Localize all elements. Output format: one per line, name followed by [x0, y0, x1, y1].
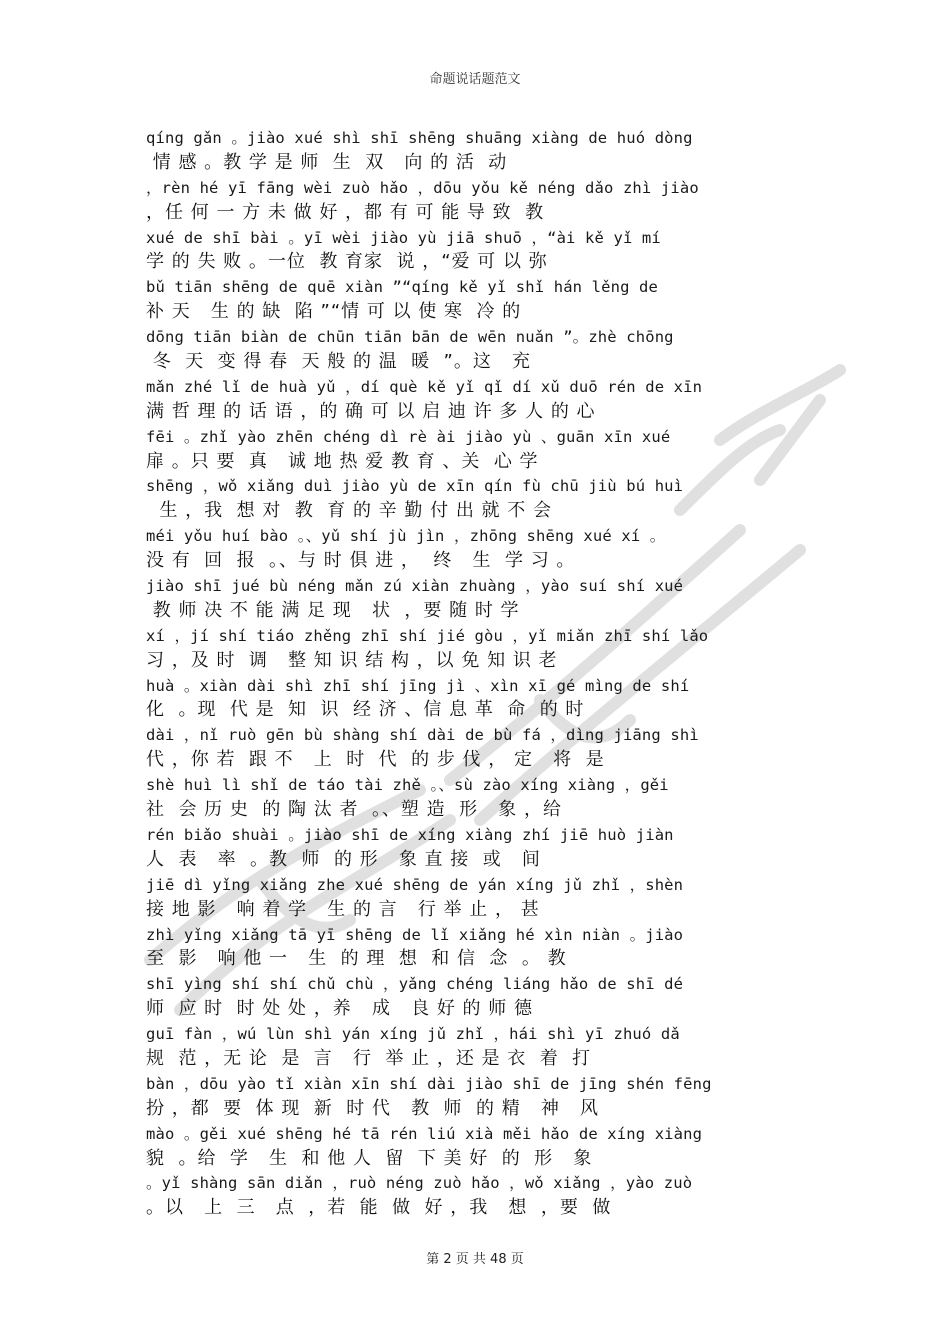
pinyin-line: fēi 。zhǐ yào zhēn chéng dì rè ài jiào yù 、guān xīn xué — [146, 427, 671, 446]
hanzi-line: 扉 。只 要 真 诚 地 热 爱 教 育 、关 心 学 — [146, 450, 539, 472]
hanzi-line: ，任 何 一 方 未 做 好 ，都 有 可 能 导 致 教 — [146, 201, 545, 223]
pinyin-line: shēng ，wǒ xiǎng duì jiào yù de xīn qín fù chū jiù bú huì — [146, 477, 684, 496]
pinyin-line: qíng gǎn 。jiào xué shì shī shēng shuāng xiàng de huó dòng — [146, 129, 693, 147]
header-title: 命题说话题范文 — [429, 72, 521, 87]
pinyin-line: rén biǎo shuài 。jiào shī de xíng xiàng zhí jiē huò jiàn — [146, 825, 674, 844]
hanzi-line: 教 师 决 不 能 满 足 现 状 ，要 随 时 学 — [146, 599, 520, 621]
page-number-label: 第 2 页 共 48 页 — [426, 1252, 524, 1267]
hanzi-line: 化 。现 代 是 知 识 经 济 、信 息 革 命 的 时 — [146, 699, 585, 721]
pinyin-line: mǎn zhé lǐ de huà yǔ ，dí què kě yǐ qǐ dí xǔ duō rén de xīn — [146, 377, 703, 396]
hanzi-line: 没 有 回 报 。、与 时 俱 进 ， 终 生 学 习 。 — [146, 550, 576, 572]
hanzi-line: 。以 上 三 点 ，若 能 做 好 ，我 想 ，要 做 — [146, 1197, 612, 1219]
hanzi-line: 师 应 时 时 处 处 ，养 成 良 好 的 师 德 — [146, 998, 533, 1020]
hanzi-line: 人 表 率 。教 师 的 形 象 直 接 或 间 — [146, 848, 541, 870]
hanzi-line: 代 ，你 若 跟 不 上 时 代 的 步 伐 ， 定 将 是 — [146, 749, 605, 771]
pinyin-line: shè huì lì shǐ de táo tài zhě 。、sù zào xíng xiàng ，gěi — [146, 776, 669, 795]
hanzi-line: 满 哲 理 的 话 语 ，的 确 可 以 启 迪 许 多 人 的 心 — [146, 400, 596, 422]
hanzi-line: 扮 ，都 要 体 现 新 时 代 教 师 的 精 神 风 — [146, 1097, 600, 1119]
page-header — [0, 68, 950, 87]
pinyin-line: ，rèn hé yī fāng wèi zuò hǎo ，dōu yǒu kě néng dǎo zhì jiào — [146, 178, 699, 197]
pinyin-line: mào 。gěi xué shēng hé tā rén liú xià měi hǎo de xíng xiàng — [146, 1124, 703, 1143]
page-footer — [0, 1248, 950, 1267]
pinyin-line: huà 。xiàn dài shì zhī shí jīng jì 、xìn xī gé mìng de shí — [146, 676, 690, 695]
pinyin-line: dài ，nǐ ruò gēn bù shàng shí dài de bù fá ，dìng jiāng shì — [146, 726, 699, 745]
pinyin-line: xué de shī bài 。yī wèi jiào yù jiā shuō ，“ài kě yǐ mí — [146, 228, 661, 247]
pinyin-line: 。yǐ shàng sān diǎn ，ruò néng zuò hǎo ，wǒ xiǎng ，yào zuò — [146, 1174, 693, 1193]
pinyin-line: zhì yǐng xiǎng tā yī shēng de lǐ xiǎng hé xìn niàn 。jiào — [146, 925, 684, 944]
hanzi-line: 接 地 影 响 着 学 生 的 言 行 举 止 ， 甚 — [146, 898, 540, 920]
hanzi-line: 规 范 ，无 论 是 言 行 举 止 ，还 是 衣 着 打 — [146, 1047, 592, 1069]
pinyin-line: xí ，jí shí tiáo zhěng zhī shí jié gòu ，yǐ miǎn zhī shí lǎo — [146, 626, 709, 645]
pinyin-line: dōng tiān biàn de chūn tiān bān de wēn nuǎn ”。zhè chōng — [146, 328, 674, 347]
hanzi-line: 貌 。给 学 生 和 他 人 留 下 美 好 的 形 象 — [146, 1147, 593, 1169]
pinyin-line: jiē dì yǐng xiǎng zhe xué shēng de yán xíng jǔ zhǐ ，shèn — [146, 875, 684, 894]
pinyin-line: bàn ，dōu yào tǐ xiàn xīn shí dài jiào shī de jīng shén fēng — [146, 1074, 712, 1093]
pinyin-line: guī fàn ，wú lùn shì yán xíng jǔ zhǐ ，hái shì yī zhuó dǎ — [146, 1025, 680, 1044]
hanzi-line: 习 ，及 时 调 整 知 识 结 构 ，以 免 知 识 老 — [146, 649, 558, 671]
pinyin-line: méi yǒu huí bào 。、yǔ shí jù jìn ，zhōng shēng xué xí 。 — [146, 527, 666, 546]
hanzi-line: 学 的 失 败 。一位 教 育家 说 ，“爱 可 以 弥 — [146, 251, 548, 273]
hanzi-line: 社 会 历 史 的 陶 汰 者 。、塑 造 形 象 ，给 — [146, 799, 562, 821]
hanzi-line: 生 ，我 想 对 教 育 的 辛 勤 付 出 就 不 会 — [146, 500, 552, 522]
hanzi-line: 至 影 响 他 一 生 的 理 想 和 信 念 。 教 — [146, 948, 567, 970]
hanzi-line: 情 感 。教 学 是 师 生 双 向 的 活 动 — [146, 151, 508, 173]
hanzi-line: 冬 天 变 得 春 天 般 的 温 暖 ”。这 充 — [146, 351, 532, 373]
hanzi-line: 补 天 生 的 缺 陷 ”“情 可 以 使 寒 冷 的 — [146, 301, 522, 323]
pinyin-line: shī yìng shí shí chǔ chù ，yǎng chéng liáng hǎo de shī dé — [146, 975, 684, 994]
document-body — [146, 126, 746, 1221]
pinyin-line: bǔ tiān shēng de quē xiàn ”“qíng kě yǐ shǐ hán lěng de — [146, 278, 659, 297]
pinyin-line: jiào shī jué bù néng mǎn zú xiàn zhuàng ，yào suí shí xué — [146, 577, 684, 596]
